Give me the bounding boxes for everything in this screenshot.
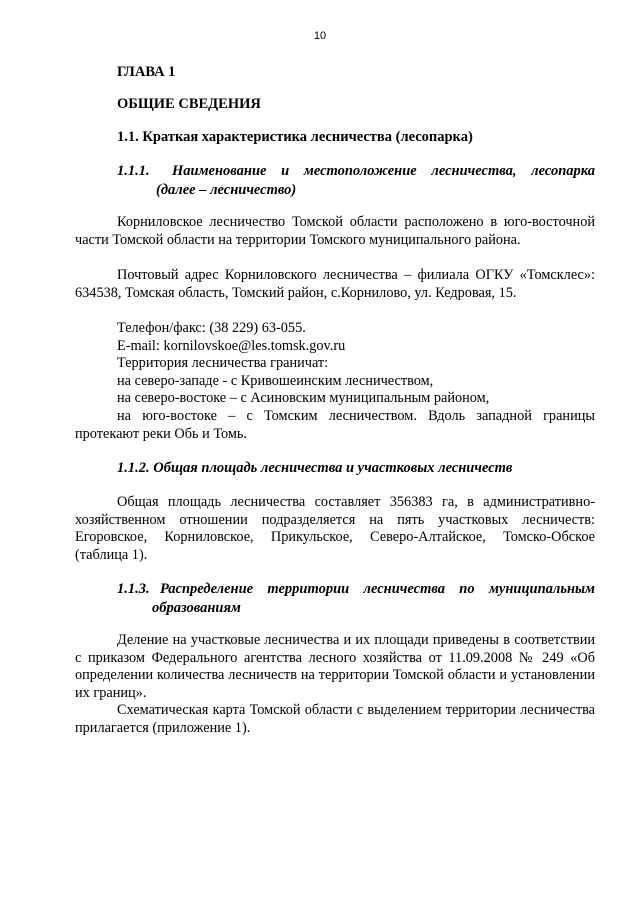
chapter-label: ГЛАВА 1 [117,64,176,80]
chapter-title: ОБЩИЕ СВЕДЕНИЯ [117,96,261,112]
email-line: E-mail: kornilovskoe@les.tomsk.gov.ru [117,338,346,354]
section-heading-1-1-1 [0,163,640,203]
section-heading-1-1-3 [0,581,640,621]
phone-line: Телефон/факс: (38 229) 63-055. [117,320,306,336]
heading-number: 1.1.3. [117,581,150,597]
paragraph-location: Корниловское лесничество Томской области расположено в юго-восточной части Томской области на территории Томского муниципального района. [75,214,595,248]
page-number: 10 [313,30,327,42]
heading-line-2: образованиям [152,600,241,616]
paragraph-area: Общая площадь лесничества составляет 356383 га, в административно-хозяйственном отношении подразделяется на пять участковых лесничеств: Егоровское, Корниловское, Прикульское, Северо-Алтайское, Томско-Обское (таблица 1). [75,494,595,563]
border-southeast: на юго-востоке – с Томским лесничеством. Вдоль западной границы протекают реки Обь и Томь. [75,408,595,442]
heading-number: 1.1.1. [117,163,150,179]
heading-line-1: Наименование и местоположение лесничества, лесопарка [172,163,595,179]
borders-intro: Территория лесничества граничат: [117,355,329,371]
section-heading-1-1-2: 1.1.2. Общая площадь лесничества и участковых лесничеств [117,460,513,476]
section-heading-1-1: 1.1. Краткая характеристика лесничества (лесопарка) [117,129,473,145]
paragraph-address: Почтовый адрес Корниловского лесничества – филиала ОГКУ «Томсклес»: 634538, Томская область, Томский район, с.Корнилово, ул. Кедровая, 15. [75,267,595,301]
border-northwest: на северо-западе - с Кривошеинским лесничеством, [117,373,434,389]
heading-line-1: Распределение территории лесничества по муниципальным [160,581,595,597]
border-northeast: на северо-востоке – с Асиновским муниципальным районом, [117,390,490,406]
paragraph-map: Схематическая карта Томской области с выделением территории лесничества прилагается (приложение 1). [75,702,595,736]
heading-line-2: (далее – лесничество) [156,182,297,198]
paragraph-division: Деление на участковые лесничества и их площади приведены в соответствии с приказом Федерального агентства лесного хозяйства от 11.09.2008 № 249 «Об определении количества лесничеств на территории Томской области и установлении их границ». [75,632,595,701]
